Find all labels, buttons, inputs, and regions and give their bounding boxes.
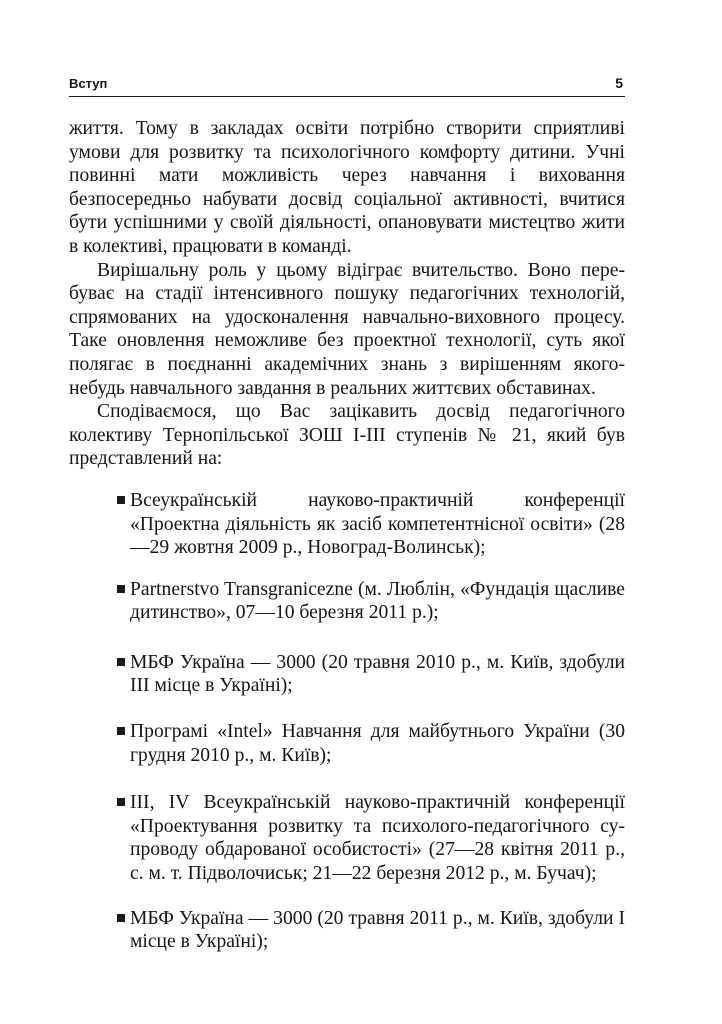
paragraph-teachers-role: Вирішальну роль у цьому відіграє вчительство. Воно перебуває на стадії інтенсивного пошуку педагогічних технологій, спрямованих на удосконалення навчально-виховного процесу. Таке оновлення неможливе без проектної технології, суть якої полягає в поєднанні академічних знань з вирішенням якого-небудь навчального завдання в реальних життєвих обставинах.: [69, 259, 625, 399]
square-bullet-icon: [117, 798, 125, 806]
list-item-text: Програмі «Intel» Навчання для майбутнього України (30 грудня 2010 р., м. Київ);: [130, 721, 625, 766]
list-item-text: МБФ Україна — 3000 (20 травня 2011 р., м. Київ, здобули І місце в Україні);: [130, 907, 625, 953]
list-item-text: Partnerstvo Transgranicezne (м. Люблін, «Фундація щасливе дитинство», 07—10 березня 2011 р.);: [130, 578, 625, 624]
paragraph-continuation: життя. Тому в закладах освіти потрібно створити сприятливі умови для розвитку та психологічного комфорту дитини. Учні повинні мати можливість через навчання і виховання безпосередньо набувати досвід соціальної активності, вчитися бути успішними у своїй діяльності, опановувати мистецтво жити в колективі, працювати в команді.: [69, 118, 625, 257]
list-item: [117, 489, 625, 560]
list-item-text: Всеукраїнській науково-практичній конференції «Проектна діяльність як засіб компетентнісної освіти» (28—29 жовтня 2009 р., Новоград-Волинськ);: [130, 489, 625, 559]
running-title: Вступ: [69, 76, 108, 91]
body-text: [69, 117, 625, 972]
square-bullet-icon: [117, 496, 125, 504]
list-item-text: МБФ Україна — 3000 (20 травня 2010 р., м. Київ, здобули ІІІ місце в Україні);: [130, 651, 625, 697]
paragraph-school-experience: Сподіваємося, що Вас зацікавить досвід педагогічного колективу Тернопільської ЗОШ I-III ступенів № 21, який був представлений на:: [69, 401, 625, 470]
list-item: [117, 651, 625, 698]
square-bullet-icon: [117, 914, 125, 922]
square-bullet-icon: [117, 727, 125, 735]
list-item: [117, 578, 625, 625]
page-header: [69, 72, 625, 97]
list-item: [117, 720, 625, 767]
square-bullet-icon: [117, 585, 125, 593]
page-number: 5: [615, 75, 623, 91]
events-list: [69, 489, 625, 954]
list-item: [117, 791, 625, 885]
list-item: [117, 907, 625, 954]
list-item-text: ІІІ, IV Всеукраїнській науково-практичній конференції «Проектування розвитку та психолого-педагогічного супроводу обдарованої особистості» (27—28 квітня 2011 р., с. м. т. Підволочиськ; 21—22 березня 2012 р., м. Бучач);: [130, 792, 625, 885]
square-bullet-icon: [117, 658, 125, 666]
